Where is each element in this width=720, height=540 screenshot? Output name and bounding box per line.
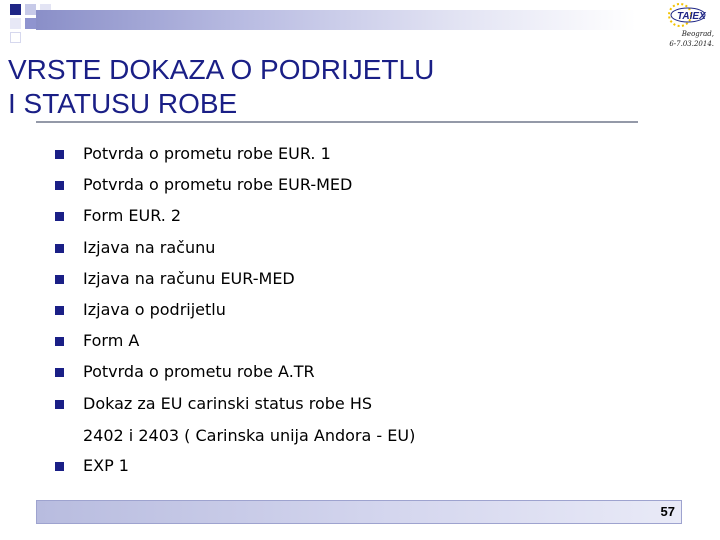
square-bullet-icon xyxy=(55,275,64,284)
taiex-logo xyxy=(640,0,720,60)
bullet-text: Izjava na računu xyxy=(83,238,216,257)
bullet-item xyxy=(55,300,615,324)
slide-title-line-2: I STATUSU ROBE xyxy=(8,88,238,119)
decorative-square-pale xyxy=(10,18,21,29)
bullet-item xyxy=(55,456,615,480)
square-bullet-icon xyxy=(55,244,64,253)
logo-caption-date: 6-7.03.2014. xyxy=(669,40,714,48)
page-number: 57 xyxy=(660,504,675,519)
bullet-text: EXP 1 xyxy=(83,456,129,475)
square-bullet-icon xyxy=(55,212,64,221)
bullet-item xyxy=(55,238,615,262)
bullet-text: Potvrda o prometu robe EUR. 1 xyxy=(83,144,331,163)
bullet-text: Dokaz za EU carinski status robe HS xyxy=(83,394,373,413)
square-bullet-icon xyxy=(55,462,64,471)
square-bullet-icon xyxy=(55,368,64,377)
bullet-text: Izjava na računu EUR-MED xyxy=(83,269,295,288)
bullet-item xyxy=(55,331,615,355)
bullet-item xyxy=(55,362,615,386)
bullet-text: Potvrda o prometu robe EUR-MED xyxy=(83,175,353,194)
footer-bar xyxy=(36,500,682,524)
square-bullet-icon xyxy=(55,306,64,315)
decorative-square-dark xyxy=(10,4,21,15)
bullet-item xyxy=(55,144,615,168)
taiex-eu-stars-logo-icon xyxy=(666,2,714,30)
bullet-item xyxy=(55,175,615,199)
bullet-text: Form A xyxy=(83,331,140,350)
decorative-square-mid xyxy=(25,18,36,29)
slide-title-line-1: VRSTE DOKAZA O PODRIJETLU xyxy=(8,54,435,85)
decorative-square-light xyxy=(25,4,36,15)
logo-brand-text: TAIEX xyxy=(677,11,706,22)
title-underline xyxy=(36,121,638,123)
header-gradient-bar xyxy=(36,10,636,30)
slide-title xyxy=(8,53,628,121)
square-bullet-icon xyxy=(55,181,64,190)
bullet-text: Potvrda o prometu robe A.TR xyxy=(83,362,315,381)
bullet-text: Form EUR. 2 xyxy=(83,206,182,225)
bullet-item xyxy=(55,206,615,230)
logo-caption-place: Beograd, xyxy=(681,30,714,38)
decorative-square-outline xyxy=(10,32,21,43)
bullet-text: Izjava o podrijetlu xyxy=(83,300,226,319)
logo-caption xyxy=(638,29,714,49)
square-bullet-icon xyxy=(55,337,64,346)
bullet-item xyxy=(55,269,615,293)
square-bullet-icon xyxy=(55,400,64,409)
bullet-item xyxy=(55,394,615,418)
bullet-continuation-text: 2402 i 2403 ( Carinska unija Andora - EU) xyxy=(83,426,416,445)
square-bullet-icon xyxy=(55,150,64,159)
